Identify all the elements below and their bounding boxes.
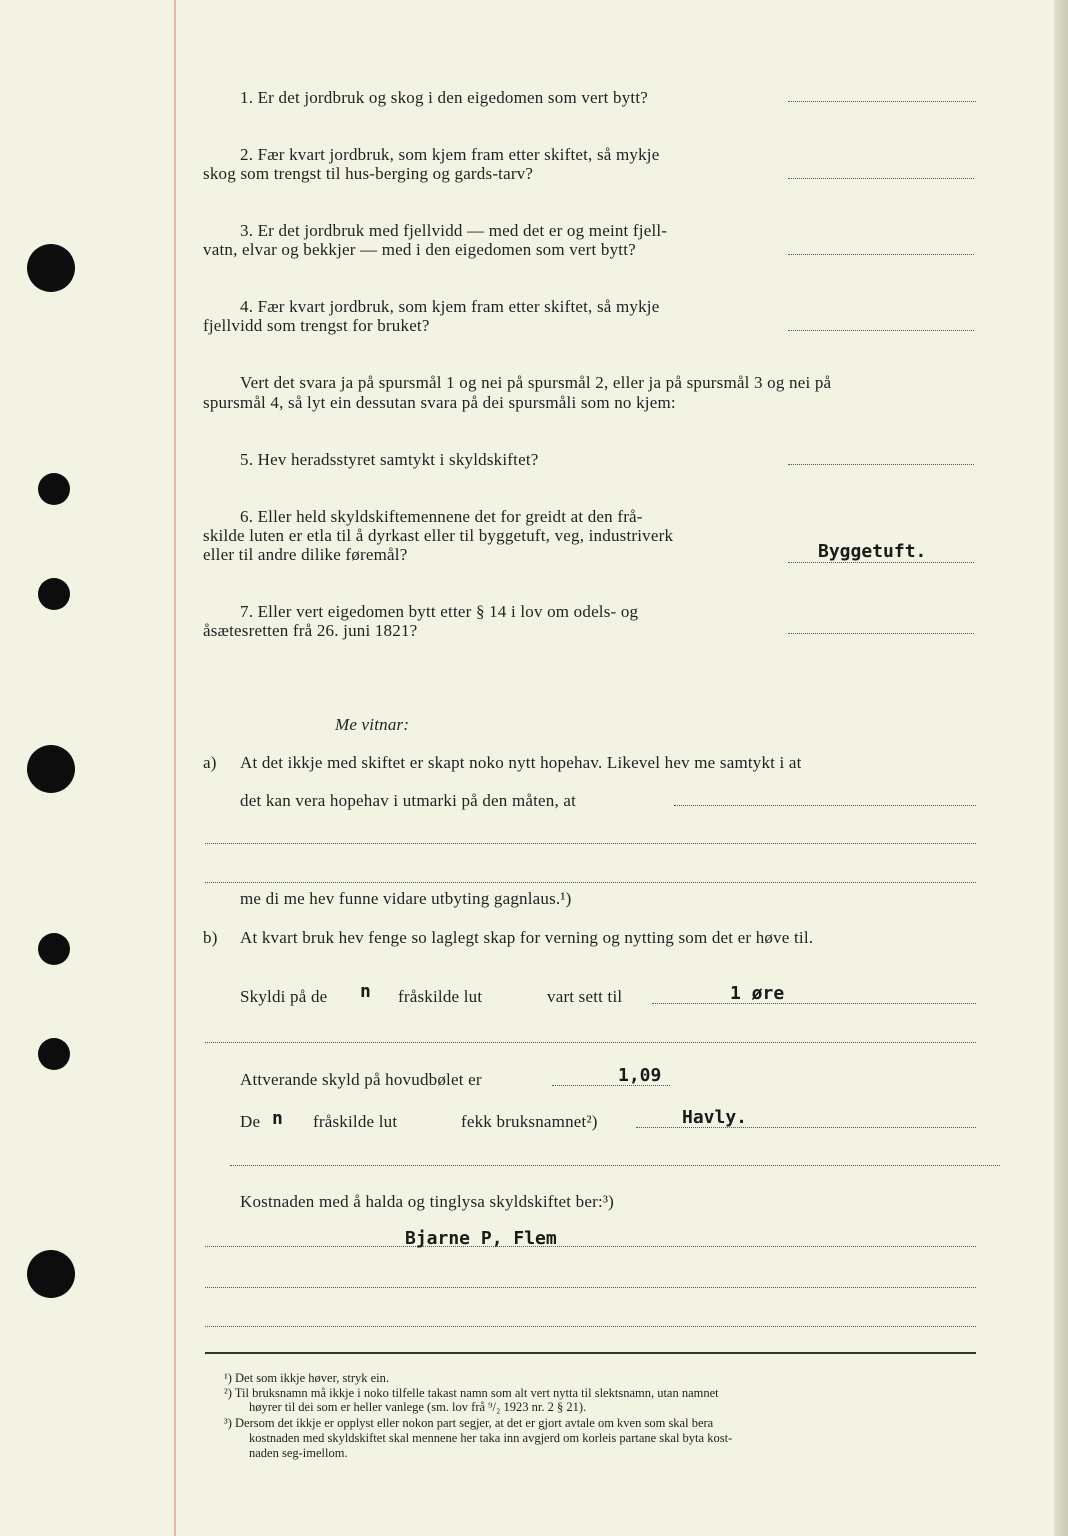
attverande-label: Attverande skyld på hovudbølet er — [240, 1070, 482, 1089]
cost-dotline — [205, 1246, 976, 1247]
witness-heading: Me vitnar: — [335, 715, 410, 734]
attverande-value: 1,09 — [618, 1065, 662, 1086]
witness-a-line1: At det ikkje med skiftet er skapt noko nytt hopehav. Likevel hev me samtykt i at — [240, 753, 802, 772]
footnote-3-line2: kostnaden med skyldskiftet skal mennene her taka inn avgjerd om korleis partane skal byta kost- — [249, 1431, 733, 1445]
skyld-dotline — [652, 1003, 976, 1004]
witness-b-label: b) — [203, 928, 218, 947]
de-fraskilde: fråskilde lut — [313, 1112, 398, 1131]
footnote-2-line2: høyrer til dei som er heller vanlege (sm. lov frå ⁹/₂ 1923 nr. 2 § 21). — [249, 1400, 587, 1414]
witness-b-line1: At kvart bruk hev fenge so laglegt skap for verning og nytting som det er høve til. — [240, 928, 814, 947]
question-4-line1: 4. Fær kvart jordbruk, som kjem fram etter skiftet, så mykje — [240, 297, 660, 316]
footnote-2-line1: ²) Til bruksnamn må ikkje i noko tilfelle takast namn som alt vert nytta til slektsnamn, utan namnet — [224, 1386, 719, 1400]
question-1: 1. Er det jordbruk og skog i den eigedomen som vert bytt? — [240, 88, 648, 107]
punch-hole — [38, 578, 70, 610]
intro-line2: spursmål 4, så lyt ein dessutan svara på dei spursmåli som no kjem: — [203, 393, 676, 412]
bruksnamn-blank-line — [230, 1165, 1000, 1166]
cost-label: Kostnaden med å halda og tinglysa skyldskiftet ber:³) — [240, 1192, 615, 1211]
answer-line-3 — [788, 254, 974, 255]
punch-hole — [38, 473, 70, 505]
cost-blank-line — [205, 1287, 976, 1288]
witness-a-line3: me di me hev funne vidare utbyting gagnlaus.¹) — [240, 889, 572, 908]
footnote-3-line3: naden seg-imellom. — [249, 1446, 348, 1460]
witness-a-blank-line — [205, 843, 976, 844]
page-edge-shadow — [1054, 0, 1068, 1536]
answer-line-5 — [788, 464, 974, 465]
question-4-line2: fjellvidd som trengst for bruket? — [203, 316, 430, 335]
witness-a-line2: det kan vera hopehav i utmarki på den måten, at — [240, 791, 577, 810]
skyld-vart-sett: vart sett til — [547, 987, 623, 1006]
skyld-value: 1 øre — [730, 983, 785, 1004]
question-6-line1: 6. Eller held skyldskiftemennene det for greidt at den frå- — [240, 507, 643, 526]
cost-value: Bjarne P, Flem — [405, 1228, 557, 1249]
question-3-line2: vatn, elvar og bekkjer — med i den eigedomen som vert bytt? — [203, 240, 636, 259]
punch-hole — [27, 244, 75, 292]
answer-line-6 — [788, 562, 974, 563]
question-6-line2: skilde luten er etla til å dyrkast eller til byggetuft, veg, industriverk — [203, 526, 674, 545]
question-7-line1: 7. Eller vert eigedomen bytt etter § 14 i lov om odels- og — [240, 602, 639, 621]
bruksnamn-value: Havly. — [682, 1107, 748, 1128]
answer-line-4 — [788, 330, 974, 331]
answer-6-typed: Byggetuft. — [818, 541, 927, 562]
de-hand-n: n — [272, 1108, 283, 1129]
answer-line-1 — [788, 101, 976, 102]
footnote-1: ¹) Det som ikkje høver, stryk ein. — [224, 1371, 390, 1385]
question-5: 5. Hev heradsstyret samtykt i skyldskiftet? — [240, 450, 539, 469]
witness-a-label: a) — [203, 753, 217, 772]
cost-blank-line — [205, 1326, 976, 1327]
question-6-line3: eller til andre dilike føremål? — [203, 545, 408, 564]
answer-line-2 — [788, 178, 974, 179]
intro-line1: Vert det svara ja på spursmål 1 og nei på spursmål 2, eller ja på spursmål 3 og nei på — [240, 373, 832, 392]
question-2-line1: 2. Fær kvart jordbruk, som kjem fram etter skiftet, så mykje — [240, 145, 660, 164]
punch-hole — [27, 1250, 75, 1298]
punch-hole — [38, 933, 70, 965]
margin-line — [174, 0, 176, 1536]
skyld-blank-line — [205, 1042, 976, 1043]
question-3-line1: 3. Er det jordbruk med fjellvidd — med det er og meint fjell- — [240, 221, 668, 240]
answer-line-7 — [788, 633, 974, 634]
footnote-3-line1: ³) Dersom det ikkje er opplyst eller nokon part segjer, at det er gjort avtale om kven som skal bera — [224, 1416, 714, 1430]
skyld-label: Skyldi på de — [240, 987, 328, 1006]
question-2-line2: skog som trengst til hus-berging og gards-tarv? — [203, 164, 534, 183]
question-7-line2: åsætesretten frå 26. juni 1821? — [203, 621, 418, 640]
de-label: De — [240, 1112, 261, 1131]
witness-a-dotline — [674, 805, 976, 806]
punch-hole — [38, 1038, 70, 1070]
witness-a-blank-line — [205, 882, 976, 883]
skyld-hand-n: n — [360, 981, 371, 1002]
footnote-rule — [205, 1352, 976, 1354]
punch-hole — [27, 745, 75, 793]
skyld-fraskilde: fråskilde lut — [398, 987, 483, 1006]
bruksnamn-label: fekk bruksnamnet²) — [461, 1112, 598, 1131]
